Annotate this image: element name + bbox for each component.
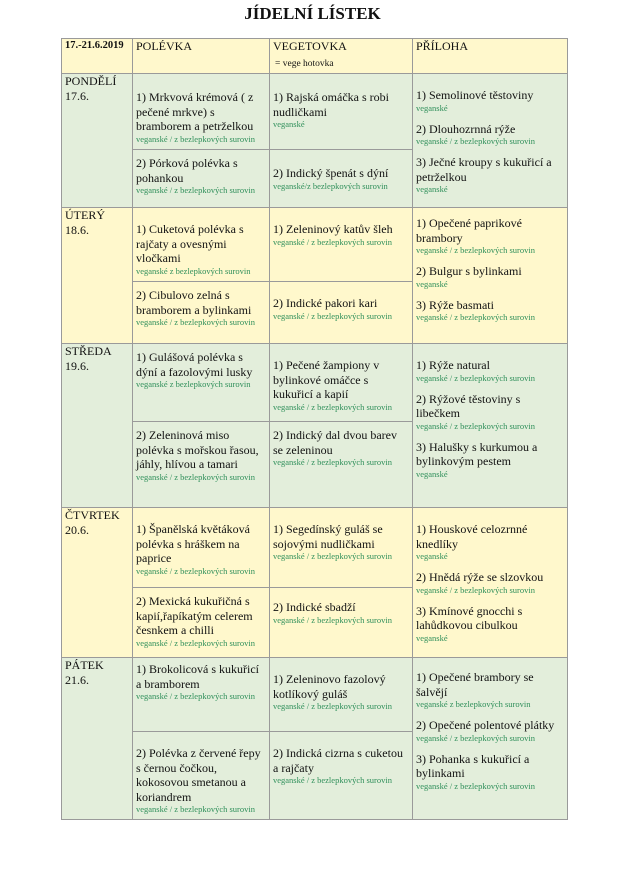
veg-item-diet-note: veganské	[273, 119, 305, 129]
soup-item-text: 1) Španělská květáková polévka s hráškem na paprice	[136, 522, 250, 565]
veg-item-text: 2) Indický špenát s dýní	[273, 166, 389, 180]
side-item	[416, 752, 564, 791]
day-name: PÁTEK	[65, 658, 104, 672]
veg-cell	[270, 208, 413, 282]
veg-item-diet-note: veganské / z bezlepkových surovin	[273, 236, 392, 247]
side-item-text: 2) Rýžové těstoviny s libečkem	[416, 391, 521, 420]
side-item	[416, 358, 564, 383]
side-item-diet-note: veganské	[416, 551, 448, 561]
veg-item-text: 1) Zeleninový katův šleh	[273, 222, 393, 236]
day-cell	[62, 658, 133, 820]
side-item-text: 1) Semolinové těstoviny	[416, 88, 534, 102]
side-item	[416, 718, 564, 743]
soup-cell	[133, 732, 270, 820]
soup-cell	[133, 588, 270, 658]
veg-cell	[270, 74, 413, 150]
side-item	[416, 122, 564, 147]
day-date: 19.6.	[65, 358, 89, 373]
day-cell	[62, 74, 133, 208]
side-item-diet-note: veganské / z bezlepkových surovin	[416, 372, 535, 383]
soup-item-text: 1) Mrkvová krémová ( z pečené mrkve) s bramborem a petrželkou	[136, 90, 254, 133]
column-header-veg-label: VEGETOVKA	[273, 39, 347, 53]
soup-item-text: 1) Brokolicová s kukuřicí a bramborem	[136, 662, 259, 691]
soup-item-diet-note: veganské / z bezlepkových surovin	[136, 691, 255, 701]
day-cell	[62, 208, 133, 344]
day-name: STŘEDA	[65, 344, 112, 358]
day-date: 17.6.	[65, 88, 89, 103]
day-row	[62, 658, 568, 732]
soup-item-text: 2) Cibulovo zelná s bramborem a bylinkami	[136, 288, 252, 317]
side-item-diet-note: veganské	[416, 278, 448, 289]
veg-item-diet-note: veganské / z bezlepkových surovin	[273, 614, 392, 625]
soup-cell	[133, 282, 270, 344]
menu-table	[61, 38, 568, 820]
day-date: 18.6.	[65, 222, 89, 237]
soup-item-diet-note: veganské / z bezlepkových surovin	[136, 565, 255, 576]
soup-cell	[133, 208, 270, 282]
column-header-veg	[270, 39, 413, 74]
soup-item	[136, 658, 266, 701]
veg-item-diet-note: veganské / z bezlepkových surovin	[273, 551, 392, 561]
veg-cell	[270, 508, 413, 588]
side-item-diet-note: veganské / z bezlepkových surovin	[416, 732, 535, 743]
side-item-text: 2) Dlouhozrnná rýže	[416, 121, 516, 136]
soup-item-diet-note: veganské / z bezlepkových surovin	[136, 133, 255, 144]
veg-item	[273, 588, 409, 625]
veg-item-diet-note: veganské/z bezlepkových surovin	[273, 180, 388, 191]
side-item-text: 2) Hnědá rýže se slzovkou	[416, 570, 544, 584]
side-item-text: 3) Ječné kroupy s kukuřicí a petrželkou	[416, 155, 552, 184]
soup-item	[136, 508, 266, 576]
soup-cell	[133, 422, 270, 508]
day-row	[62, 508, 568, 588]
day-date: 21.6.	[65, 672, 89, 687]
veg-cell	[270, 344, 413, 422]
veg-item	[273, 422, 409, 467]
soup-item-text: 2) Mexická kukuřičná s kapií,řapíkatým celerem česnkem a chilli	[136, 594, 253, 637]
day-date: 20.6.	[65, 522, 89, 537]
side-item-text: 2) Opečené polentové plátky	[416, 718, 555, 732]
soup-item-text: 1) Cuketová polévka s rajčaty a ovesnými vločkami	[136, 222, 244, 265]
veg-item-text: 1) Rajská omáčka s robi nudličkami	[273, 90, 389, 119]
side-item-diet-note: veganské / z bezlepkových surovin	[416, 245, 535, 255]
side-item-text: 3) Pohanka s kukuřicí a bylinkami	[416, 751, 530, 780]
side-item-text: 1) Rýže natural	[416, 358, 490, 372]
soup-item	[136, 208, 266, 276]
side-item-text: 3) Rýže basmati	[416, 297, 494, 312]
side-item-diet-note: veganské / z bezlepkových surovin	[416, 136, 535, 146]
soup-item	[136, 150, 266, 195]
veg-item-text: 1) Segedínský guláš se sojovými nudličkami	[273, 522, 383, 551]
veg-item	[273, 74, 409, 129]
veg-item	[273, 658, 409, 711]
soup-item	[136, 588, 266, 648]
column-header-soup: POLÉVKA	[133, 39, 270, 74]
soup-item-diet-note: veganské z bezlepkových surovin	[136, 379, 251, 389]
side-item-diet-note: veganské	[416, 632, 448, 643]
veg-item-text: 2) Indický dal dvou barev se zeleninou	[273, 428, 397, 457]
soup-item-text: 2) Polévka z červené řepy s černou čočkou, kokosovou smetanou a koriandrem	[136, 746, 261, 804]
side-cell	[413, 658, 568, 820]
side-item	[416, 604, 564, 643]
side-item-text: 3) Kmínové gnocchi s lahůdkovou cibulkou	[416, 603, 523, 632]
veg-cell	[270, 588, 413, 658]
side-item-diet-note: veganské	[416, 468, 448, 479]
veg-item-diet-note: veganské / z bezlepkových surovin	[273, 401, 392, 412]
veg-item-diet-note: veganské / z bezlepkových surovin	[273, 701, 392, 711]
side-item-text: 1) Houskové celozrnné knedlíky	[416, 522, 528, 551]
day-name: PONDĚLÍ	[65, 74, 117, 88]
side-item-diet-note: veganské	[416, 184, 448, 194]
soup-item-diet-note: veganské / z bezlepkových surovin	[136, 317, 255, 327]
side-item-diet-note: veganské z bezlepkových surovin	[416, 699, 531, 709]
veg-cell	[270, 422, 413, 508]
side-item-diet-note: veganské / z bezlepkových surovin	[416, 584, 535, 595]
column-header-side: PŘÍLOHA	[413, 39, 568, 74]
soup-item	[136, 282, 266, 327]
side-item	[416, 88, 564, 113]
veg-item-text: 2) Indické pakori kari	[273, 296, 378, 310]
soup-item-text: 1) Gulášová polévka s dýní a fazolovými lusky	[136, 350, 253, 379]
side-item	[416, 264, 564, 289]
veg-item-text: 2) Indická cizrna s cuketou a rajčaty	[273, 746, 403, 775]
soup-cell	[133, 344, 270, 422]
veg-item-text: 1) Zeleninovo fazolový kotlíkový guláš	[273, 672, 386, 701]
veg-item-diet-note: veganské / z bezlepkových surovin	[273, 310, 392, 321]
soup-item	[136, 74, 266, 144]
soup-item-diet-note: veganské z bezlepkových surovin	[136, 265, 251, 276]
soup-item-text: 2) Pórková polévka s pohankou	[136, 156, 238, 185]
soup-item-diet-note: veganské / z bezlepkových surovin	[136, 637, 255, 648]
side-item	[416, 522, 564, 561]
soup-cell	[133, 150, 270, 208]
column-header-veg-sub: = vege hotovka	[275, 58, 334, 69]
side-item-text: 3) Halušky s kurkumou a bylinkovým pestem	[416, 439, 538, 468]
veg-item	[273, 150, 409, 191]
soup-item-diet-note: veganské / z bezlepkových surovin	[136, 804, 255, 814]
side-item	[416, 216, 564, 255]
side-cell	[413, 74, 568, 208]
veg-item-diet-note: veganské / z bezlepkových surovin	[273, 775, 392, 785]
soup-item-diet-note: veganské / z bezlepkových surovin	[136, 185, 255, 195]
day-name: ČTVRTEK	[65, 508, 120, 522]
side-item-text: 2) Bulgur s bylinkami	[416, 264, 522, 278]
soup-cell	[133, 658, 270, 732]
side-cell	[413, 344, 568, 508]
side-cell	[413, 508, 568, 658]
day-row	[62, 208, 568, 282]
day-row	[62, 344, 568, 422]
side-item	[416, 570, 564, 595]
soup-item-diet-note: veganské / z bezlepkových surovin	[136, 471, 255, 482]
soup-cell	[133, 74, 270, 150]
side-item	[416, 670, 564, 709]
side-item	[416, 298, 564, 323]
soup-cell	[133, 508, 270, 588]
veg-cell	[270, 658, 413, 732]
soup-item	[136, 344, 266, 389]
soup-item	[136, 422, 266, 482]
veg-item	[273, 208, 409, 247]
veg-item	[273, 508, 409, 561]
day-name: ÚTERÝ	[65, 208, 105, 222]
day-row	[62, 74, 568, 150]
soup-item-text: 2) Zeleninová miso polévka s mořskou řasou, jáhly, hlívou a tamari	[136, 428, 259, 471]
side-item-diet-note: veganské / z bezlepkových surovin	[416, 780, 535, 791]
side-item	[416, 155, 564, 194]
veg-cell	[270, 282, 413, 344]
veg-cell	[270, 732, 413, 820]
veg-item-text: 1) Pečené žampiony v bylinkové omáčce s kukuřicí a kapií	[273, 358, 380, 401]
day-cell	[62, 508, 133, 658]
page-title: JÍDELNÍ LÍSTEK	[244, 4, 381, 23]
side-item-text: 1) Opečené paprikové brambory	[416, 216, 522, 245]
side-item-diet-note: veganské	[416, 102, 448, 113]
header-row	[62, 39, 568, 74]
side-item	[416, 440, 564, 479]
veg-cell	[270, 150, 413, 208]
veg-item	[273, 282, 409, 321]
veg-item	[273, 344, 409, 412]
side-item-diet-note: veganské / z bezlepkových surovin	[416, 312, 535, 322]
veg-item-diet-note: veganské / z bezlepkových surovin	[273, 457, 392, 467]
veg-item	[273, 732, 409, 785]
day-cell	[62, 344, 133, 508]
side-cell	[413, 208, 568, 344]
side-item	[416, 392, 564, 431]
side-item-diet-note: veganské / z bezlepkových surovin	[416, 420, 535, 431]
side-item-text: 1) Opečené brambory se šalvějí	[416, 670, 534, 699]
veg-item-text: 2) Indické sbadží	[273, 600, 356, 614]
date-range: 17.-21.6.2019	[62, 39, 133, 74]
soup-item	[136, 732, 266, 814]
